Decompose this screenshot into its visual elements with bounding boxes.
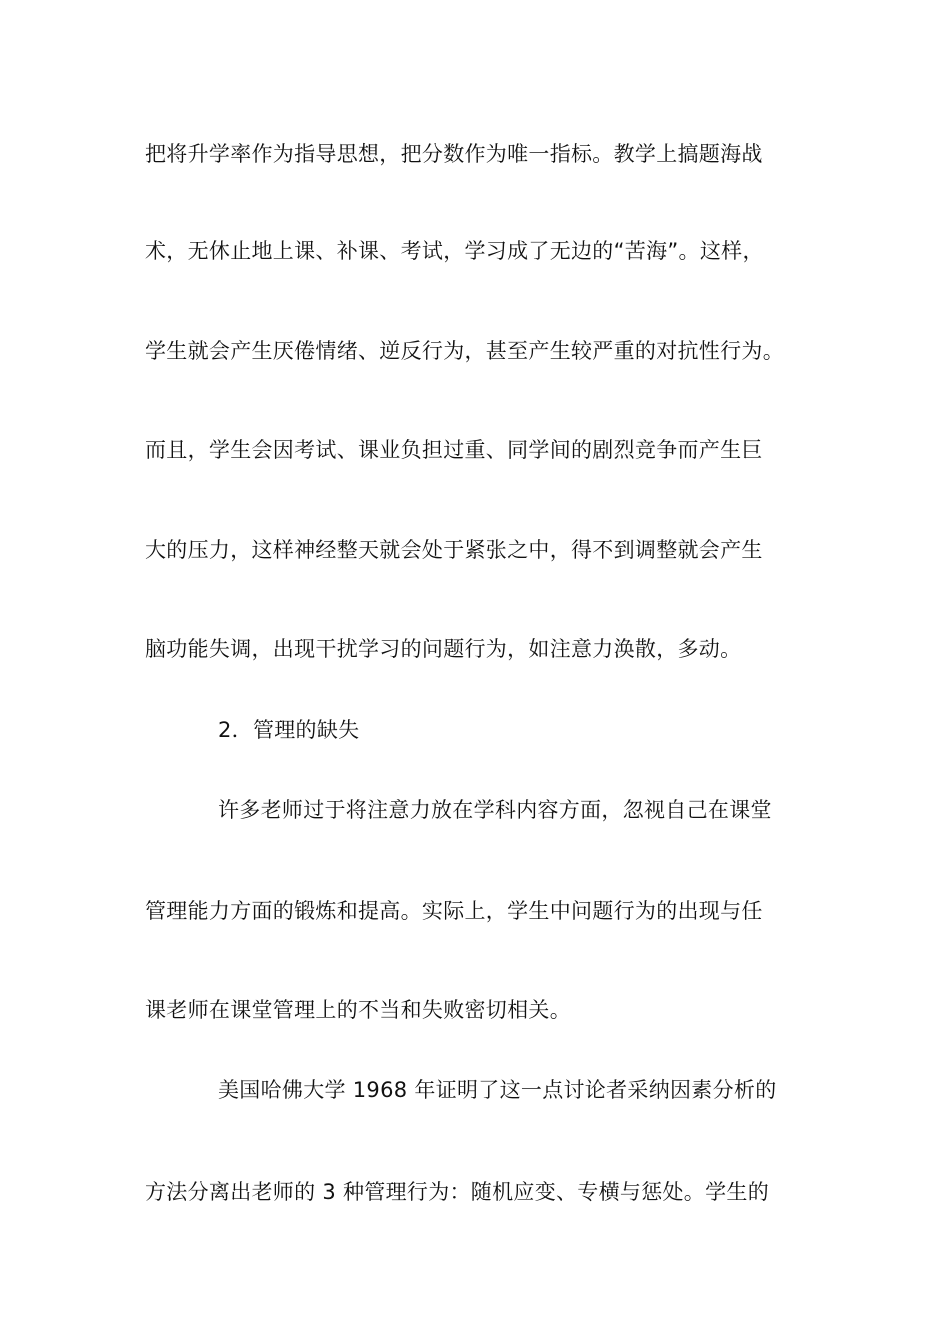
paragraph-line: 而且，学生会因考试、课业负担过重、同学间的剧烈竞争而产生巨: [145, 438, 763, 462]
paragraph-line: 课老师在课堂管理上的不当和失败密切相关。: [145, 998, 571, 1022]
paragraph-line: 方法分离出老师的 3 种管理行为：随机应变、专横与惩处。学生的: [145, 1180, 770, 1204]
paragraph-line: 术，无休止地上课、补课、考试，学习成了无边的“苦海”。这样，: [145, 239, 764, 263]
paragraph-line: 脑功能失调，出现干扰学习的问题行为，如注意力涣散，多动。: [145, 637, 742, 661]
section-heading: 2．管理的缺失: [218, 718, 360, 742]
paragraph-line: 许多老师过于将注意力放在学科内容方面，忽视自己在课堂: [218, 798, 772, 822]
paragraph-line: 美国哈佛大学 1968 年证明了这一点讨论者采纳因素分析的: [218, 1078, 777, 1102]
paragraph-line: 大的压力，这样神经整天就会处于紧张之中，得不到调整就会产生: [145, 538, 763, 562]
paragraph-line: 学生就会产生厌倦情绪、逆反行为，甚至产生较严重的对抗性行为。: [145, 339, 784, 363]
paragraph-line: 管理能力方面的锻炼和提高。实际上，学生中问题行为的出现与任: [145, 899, 763, 923]
paragraph-line: 把将升学率作为指导思想，把分数作为唯一指标。教学上搞题海战: [145, 142, 763, 166]
